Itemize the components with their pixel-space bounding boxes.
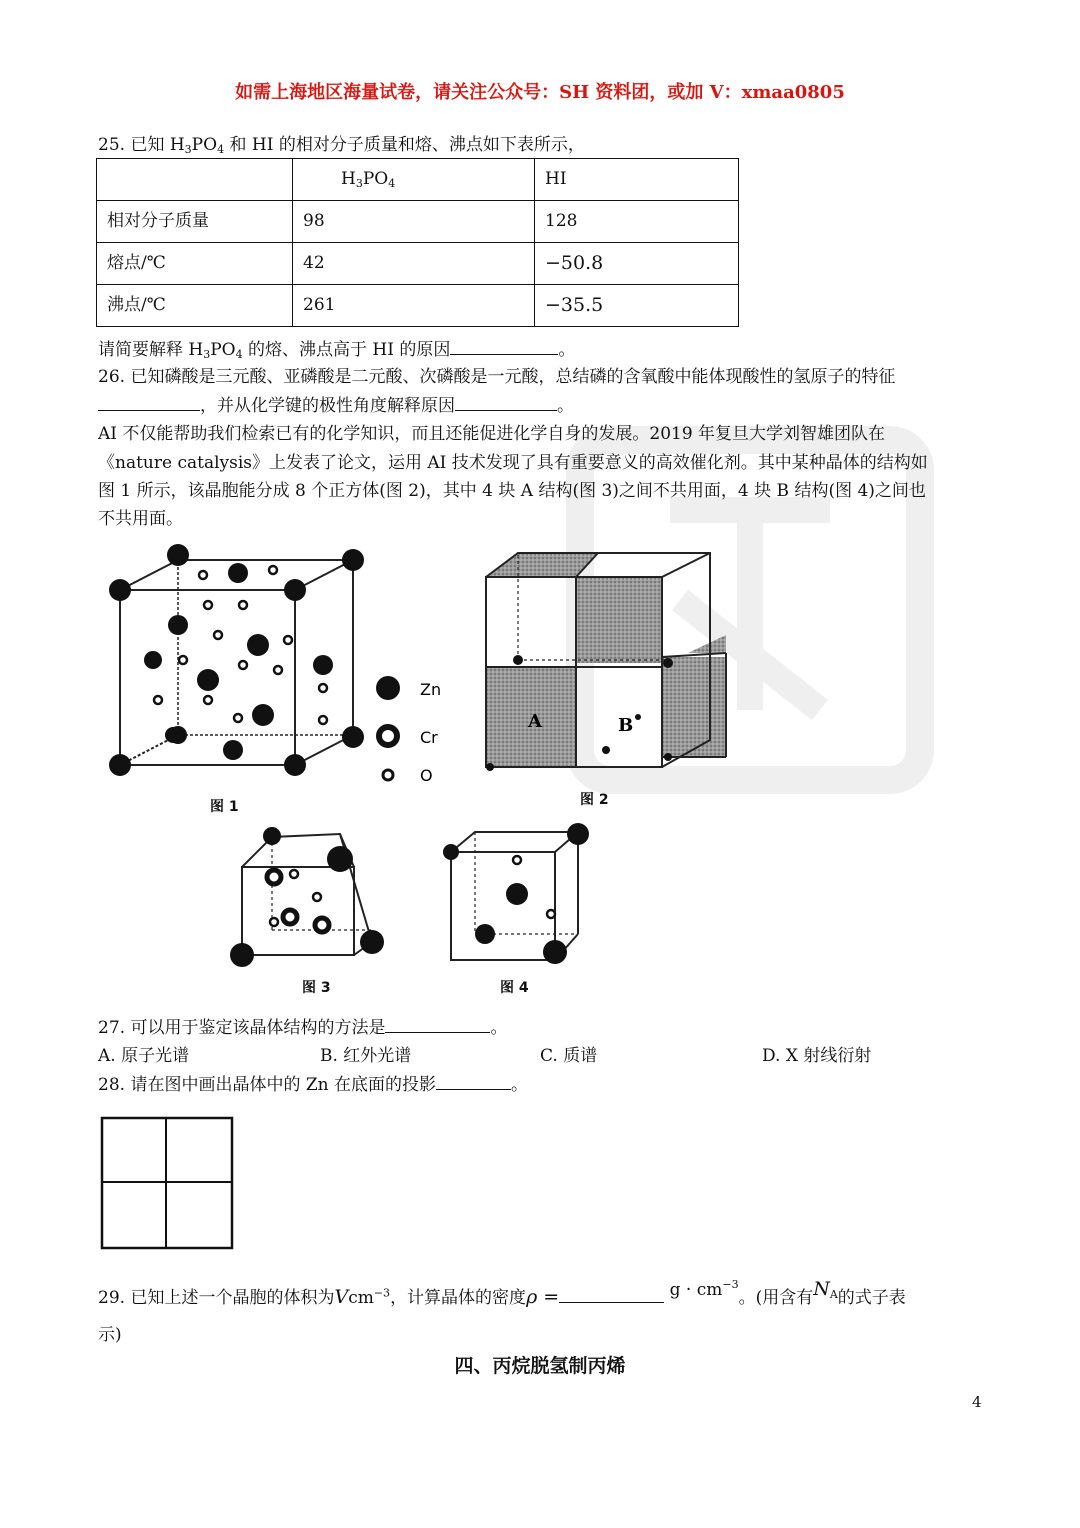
question-26-line2: ，并从化学键的极性角度解释原因 。 bbox=[98, 394, 988, 419]
table-header-row bbox=[97, 159, 739, 201]
figure-1-crystal-cell bbox=[98, 540, 458, 825]
table-cell-h3po4: 42 bbox=[293, 243, 535, 285]
section-title: 四、丙烷脱氢制丙烯 bbox=[454, 1355, 626, 1377]
answer-blank-29[interactable] bbox=[559, 1301, 664, 1303]
table-row bbox=[97, 201, 739, 243]
table-header-hi: HI bbox=[535, 159, 739, 201]
figure-4-b-structure bbox=[433, 822, 603, 972]
intro-line-3: 图 1 所示，该晶胞能分成 8 个正方体(图 2)，其中 4 块 A 结构(图 3)之间不共用面，4 块 B 结构(图 4)之间也 bbox=[98, 481, 926, 501]
answer-blank-26b[interactable] bbox=[455, 409, 557, 411]
figure-1-caption: 图 1 bbox=[210, 799, 239, 815]
intro-line-2: 《nature catalysis》上发表了论文，运用 AI 技术发现了具有重要意义的高效催化剂。其中某种晶体的结构如 bbox=[98, 453, 928, 473]
intro-line-4: 不共用面。 bbox=[98, 509, 183, 529]
table-cell-hi: −35.5 bbox=[535, 285, 739, 327]
table-cell-h3po4: 261 bbox=[293, 285, 535, 327]
figure-4-caption: 图 4 bbox=[500, 980, 529, 996]
answer-blank-27[interactable] bbox=[385, 1031, 490, 1033]
question-27-stem: 27. 可以用于鉴定该晶体结构的方法是 。 bbox=[98, 1018, 508, 1038]
question-25-explain: 请简要解释 $H_3PO_4$ 的熔、沸点高于 HI 的原因 。 bbox=[98, 340, 576, 361]
header-banner: 如需上海地区海量试卷，请关注公众号：SH 资料团，或加 V：xmaa0805 bbox=[235, 82, 845, 103]
figure-3-a-structure bbox=[222, 822, 392, 972]
figure-3-caption: 图 3 bbox=[302, 980, 331, 996]
table-row bbox=[97, 243, 739, 285]
figure-2-subcubes bbox=[478, 545, 733, 775]
question-26-line1: 26. 已知磷酸是三元酸、亚磷酸是二元酸、次磷酸是一元酸，总结磷的含氧酸中能体现酸性的氢原子的特征 bbox=[98, 367, 896, 387]
page-number: 4 bbox=[972, 1393, 982, 1411]
intro-line-1: AI 不仅能帮助我们检索已有的化学知识，而且还能促进化学自身的发展。2019 年复旦大学刘智雄团队在 bbox=[98, 424, 886, 444]
question-29-line2: 示) bbox=[98, 1325, 122, 1345]
question-29-stem: 29. 已知上述一个晶胞的体积为Vcm$^{-3}$，计算晶体的密度$\rho = g \cdot cm^{-3}$。(用含有$N_A$的式子表 bbox=[98, 1278, 906, 1308]
table-header-h3po4: $H_3PO_4$ bbox=[293, 159, 535, 201]
legend-zn-label: Zn bbox=[420, 680, 442, 699]
option-d[interactable]: D. X 射线衍射 bbox=[762, 1046, 872, 1066]
table-row-label: 熔点/℃ bbox=[97, 243, 293, 285]
table-cell-hi: −50.8 bbox=[535, 243, 739, 285]
figure-2-label-a: A bbox=[528, 711, 542, 732]
legend-o-label: O bbox=[420, 766, 433, 785]
answer-blank-26a[interactable] bbox=[98, 409, 200, 411]
option-b[interactable]: B. 红外光谱 bbox=[320, 1046, 412, 1066]
option-a[interactable]: A. 原子光谱 bbox=[98, 1046, 190, 1066]
question-25-stem: 25. 已知 $H_3PO_4$ 和 HI 的相对分子质量和熔、沸点如下表所示， bbox=[98, 135, 585, 156]
table-header-empty bbox=[97, 159, 293, 201]
answer-blank-25[interactable] bbox=[450, 353, 558, 355]
table-row-label: 沸点/℃ bbox=[97, 285, 293, 327]
projection-drawing-grid[interactable] bbox=[100, 1116, 236, 1252]
figure-2-caption: 图 2 bbox=[580, 792, 609, 808]
properties-table bbox=[96, 158, 739, 327]
legend-cr-label: Cr bbox=[420, 728, 438, 747]
figure-2-label-b: B bbox=[618, 715, 634, 736]
table-cell-h3po4: 98 bbox=[293, 201, 535, 243]
table-cell-hi: 128 bbox=[535, 201, 739, 243]
table-row-label: 相对分子质量 bbox=[97, 201, 293, 243]
table-row bbox=[97, 285, 739, 327]
answer-blank-28[interactable] bbox=[436, 1088, 511, 1090]
option-c[interactable]: C. 质谱 bbox=[540, 1046, 598, 1066]
question-28-stem: 28. 请在图中画出晶体中的 Zn 在底面的投影 。 bbox=[98, 1075, 529, 1095]
